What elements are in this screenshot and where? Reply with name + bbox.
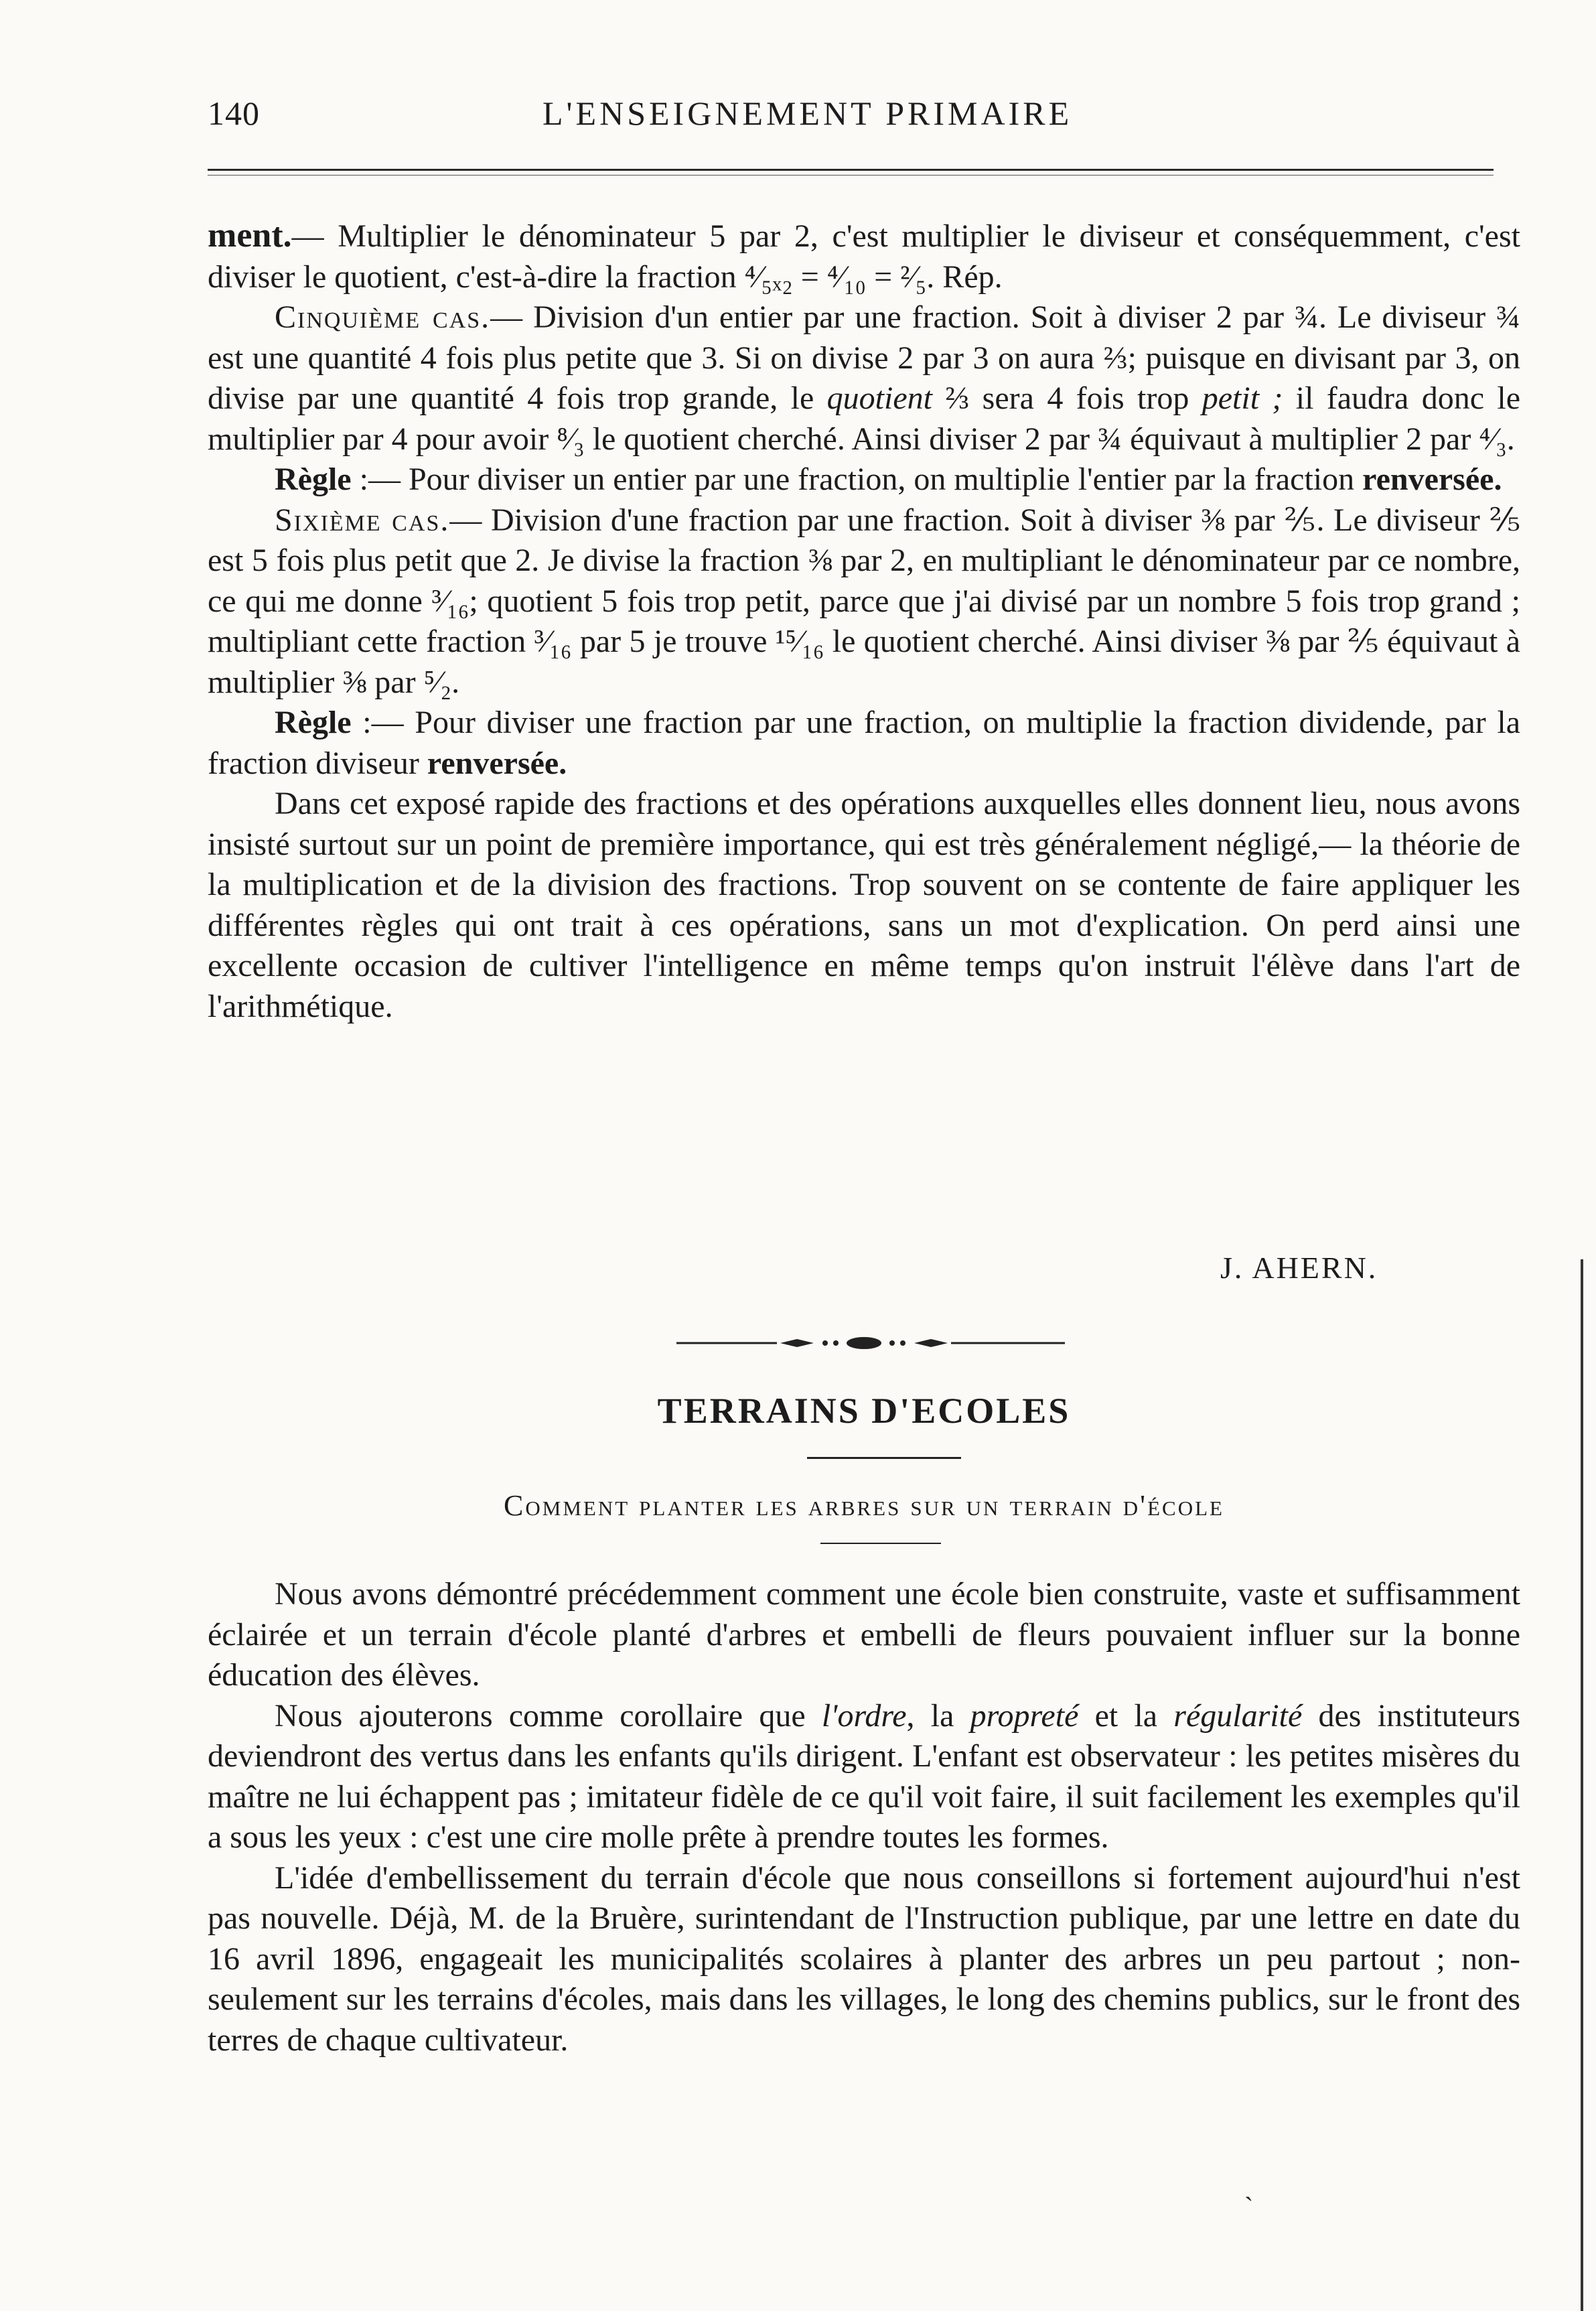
paragraph-text: Dans cet exposé rapide des fractions et des opérations auxquelles elles donnent lieu, nous avons insisté surtout sur un point de première importance, qui est très généralement négligé,— la théorie de la multiplication et de la division des fractions. Trop souvent on se contente de faire appliquer les différentes règles qui ont trait à ces opérations, sans un mot d'explication. On perd ainsi une excellente occasion de cultiver l'intelligence en même temps qu'on instruit l'élève dans l'art de l'arithmétique. [208,786,1520,1024]
paragraph-text: :— Pour diviser un entier par une fraction, on multiplie l'entier par la fraction [351,462,1363,497]
paragraph-lead: ment. [208,216,292,255]
paragraph-text: — Division d'une fraction par une fraction. Soit à diviser ⅜ par ⅖. Le diviseur ⅖ est 5 fois plus petit que 2. Je divise la fraction ⅜ par 2, en multipliant le dénominateur par ce nombre, ce qui me donne ³⁄₁₆; quotient 5 fois trop petit, parce que j'ai divisé par un nombre 5 fois trop grand ; multipliant cette fraction ³⁄₁₆ par 5 je trouve ¹⁵⁄₁₆ le quotient cherché. Ainsi diviser ⅜ par ⅖ équivaut à multiplier ⅜ par ⁵⁄₂. [208,502,1520,700]
subtitle-rule [820,1543,941,1544]
italic-word: petit ; [1202,380,1283,416]
paragraph-text: , la [906,1697,970,1734]
case-heading: Sixième cas. [275,502,450,538]
paragraph-rule-two [208,703,1520,784]
header-rule [208,169,1494,176]
italic-word: propreté [970,1697,1079,1734]
paragraph-summary [208,784,1520,1027]
bold-word: renversée. [427,745,567,781]
rule-label: Règle [275,462,352,497]
paragraph-text: il faudra donc le multiplier par 4 pour avoir ⁸⁄₃ le quotient cherché. Ainsi diviser 2 par ¾ équivaut à multiplier 2 par ⁴⁄₃. [208,380,1521,457]
binding-edge-line [1581,1259,1583,2311]
bold-word: renversée. [1362,462,1502,497]
paragraph-text: et la [1078,1697,1174,1734]
paragraph-text: — Multiplier le dénominateur 5 par 2, c'est multiplier le diviseur et conséquemment, c'est diviser le quotient, c'est-à-dire la fraction ⁴⁄₅ₓ₂ = ⁴⁄₁₀ = ²⁄₅. Rép. [208,218,1520,295]
section-ornament [670,1333,1072,1353]
paragraph-embellishment [208,1858,1520,2061]
paragraph-case-six [208,500,1520,703]
paragraph-rule-one [208,460,1520,500]
paragraph-text: Nous ajouterons comme corollaire que [275,1697,822,1734]
italic-word: l'ordre [821,1697,907,1734]
section-subtitle: Comment planter les arbres sur un terrain d'école [504,1489,1224,1522]
article-fractions [208,216,1520,1027]
title-rule [807,1457,961,1459]
section-title: TERRAINS D'ECOLES [657,1391,1071,1431]
paragraph-text: :— Pour diviser une fraction par une fraction, on multiplie la fraction dividende, par la fraction diviseur [208,705,1520,781]
case-heading: Cinquième cas. [275,299,491,335]
paragraph-conclusion-case-four [208,216,1520,297]
paragraph-corollary [208,1696,1520,1858]
paragraph-case-five [208,297,1520,460]
paragraph-text: — Division d'un entier par une fraction. Soit à diviser 2 par ¾. Le diviseur ¾ est une quantité 4 fois plus petite que 3. Si on divise 2 par 3 on aura ⅔; puisque en divisant par 3, on divise par une quantité 4 fois trop grande, le [208,299,1520,416]
paragraph-text: Nous avons démontré précédemment comment une école bien construite, vaste et suffisamment éclairée et un terrain d'école planté d'arbres et embelli de fleurs pouvaient influer sur la bonne éducation des élèves. [208,1576,1520,1693]
article-terrains [208,1574,1520,2060]
italic-word: quotient [826,380,932,416]
page-header [208,94,1480,147]
paragraph-text: L'idée d'embellissement du terrain d'école que nous conseillons si fortement aujourd'hui n'est pas nouvelle. Déjà, M. de la Bruère, surintendant de l'Instruction publique, par une lettre en date du 16 avril 1896, engageait les municipalités scolaires à planter des arbres un peu partout ; non-seulement sur les terrains d'écoles, mais dans les villages, le long des chemins publics, sur le front des terres de chaque cultivateur. [208,1860,1520,2058]
rule-label: Règle [275,705,352,740]
paragraph-intro [208,1574,1520,1696]
page-number: 140 [208,94,260,132]
running-title: L'ENSEIGNEMENT PRIMAIRE [542,94,1073,132]
stray-mark: ˎ [1244,2171,1254,2201]
author-signature: J. AHERN. [1220,1251,1378,1285]
paragraph-text: des instituteurs deviendront des vertus dans les enfants qu'ils dirigent. L'enfant est observateur : les petites misères du maître ne lui échappent pas ; imitateur fidèle de ce qu'il voit faire, il suit facilement les exemples qu'il a sous les yeux : c'est une cire molle prête à prendre toutes les formes. [208,1697,1521,1855]
italic-word: régularité [1173,1697,1303,1734]
paragraph-text: ⅔ sera 4 fois trop [932,380,1202,416]
